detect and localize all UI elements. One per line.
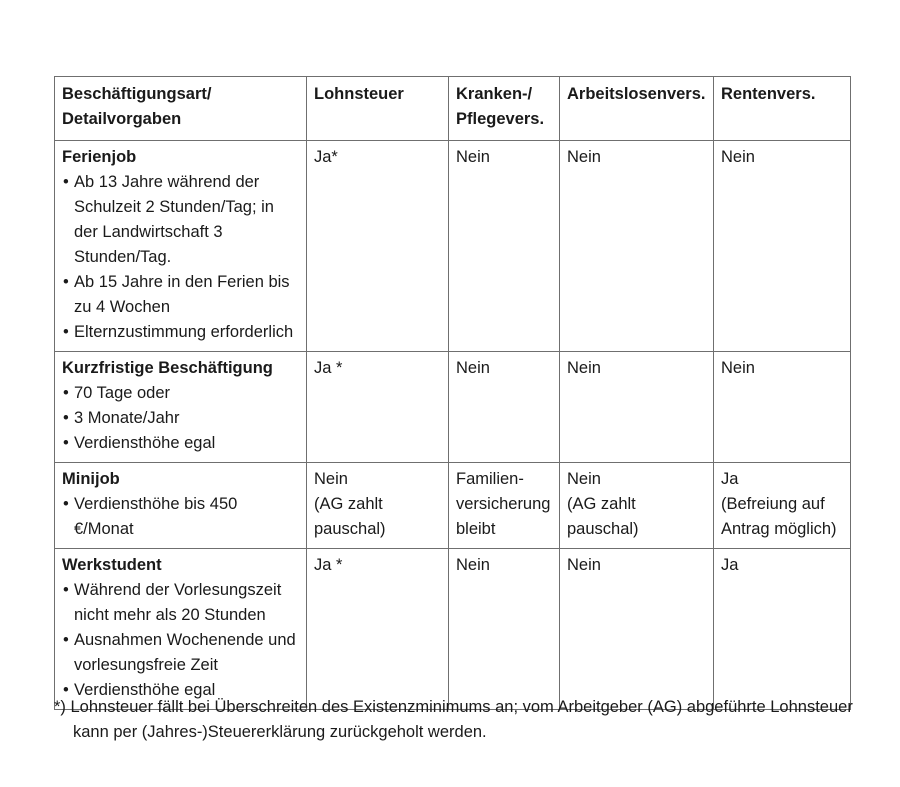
cell-line: Nein [721,359,755,377]
cell-line: Antrag möglich) [721,520,837,538]
cell-line: Nein [314,470,348,488]
cell-unemployment-insurance [560,463,714,549]
header-line: Arbeitslosenvers. [567,85,706,103]
cell-line: Nein [567,148,601,166]
header-income-tax [307,77,449,141]
header-health-care-insurance [449,77,560,141]
cell-income-tax [307,352,449,463]
cell-pension-insurance [714,352,851,463]
cell-health-care-insurance [449,463,560,549]
header-line: Detailvorgaben [62,110,182,128]
cell-income-tax [307,141,449,352]
cell-line: Nein [456,148,490,166]
cell-line: bleibt [456,520,496,538]
cell-line: (AG zahlt [314,495,383,513]
cell-income-tax [307,549,449,710]
cell-unemployment-insurance [560,141,714,352]
table-row-werkstudent [55,549,851,710]
detail-list [62,492,300,542]
cell-line: pauschal) [314,520,386,538]
detail-item: • Verdiensthöhe egal [62,678,300,703]
cell-line: Nein [456,359,490,377]
row-description [55,549,307,710]
detail-item: • Verdiensthöhe bis 450 €/Monat [62,492,300,542]
cell-line: (AG zahlt pauschal) [567,495,639,538]
row-description [55,463,307,549]
cell-pension-insurance [714,141,851,352]
cell-line: Nein [721,148,755,166]
cell-pension-insurance [714,549,851,710]
row-title: Minijob [62,470,120,488]
header-employment-type [55,77,307,141]
cell-health-care-insurance [449,549,560,710]
cell-line: Nein [567,470,601,488]
row-title: Werkstudent [62,556,162,574]
detail-item: • Verdiensthöhe egal [62,431,300,456]
table-row-minijob [55,463,851,549]
header-line: Beschäftigungsart/ [62,85,212,103]
header-unemployment-insurance [560,77,714,141]
row-title: Ferienjob [62,148,137,166]
header-pension-insurance [714,77,851,141]
cell-line: versicherung [456,495,551,513]
detail-item: • Ausnahmen Wochenende und vorlesungsfreie Zeit [62,628,300,678]
employment-table [54,76,851,710]
cell-health-care-insurance [449,352,560,463]
cell-line: Ja* [314,148,338,166]
row-description [55,352,307,463]
cell-unemployment-insurance [560,352,714,463]
detail-item: • Ab 15 Jahre in den Ferien bis zu 4 Wochen [62,270,300,320]
detail-list [62,381,300,456]
cell-line: Nein [567,556,601,574]
cell-line: Ja [721,556,739,574]
cell-line: Familien- [456,470,524,488]
footnote: *) Lohnsteuer fällt bei Überschreiten des Existenzminimums an; vom Arbeitgeber (AG) abgeführte Lohnsteuer kann per (Jahres-)Steuererklärung zurückgeholt werden. [54,697,853,741]
cell-line: (Befreiung auf [721,495,825,513]
cell-line: Nein [456,556,490,574]
cell-pension-insurance [714,463,851,549]
table-row-kurzfristige-beschaeftigung [55,352,851,463]
table-row-ferienjob [55,141,851,352]
header-line: Lohnsteuer [314,85,404,103]
cell-line: Ja [721,470,739,488]
detail-item: • Elternzustimmung erforderlich [62,320,300,345]
row-title: Kurzfristige Beschäftigung [62,359,273,377]
header-line: Rentenvers. [721,85,816,103]
detail-list [62,170,300,345]
detail-item: • 70 Tage oder [62,381,300,406]
cell-line: Nein [567,359,601,377]
cell-unemployment-insurance [560,549,714,710]
header-row [55,77,851,141]
detail-list [62,578,300,703]
row-description [55,141,307,352]
cell-health-care-insurance [449,141,560,352]
cell-line: Ja * [314,359,343,377]
header-line: Pflegevers. [456,110,545,128]
detail-item: • 3 Monate/Jahr [62,406,300,431]
detail-item: • Während der Vorlesungszeit nicht mehr als 20 Stunden [62,578,300,628]
cell-income-tax [307,463,449,549]
detail-item: • Ab 13 Jahre während der Schulzeit 2 Stunden/Tag; in der Landwirtschaft 3 Stunden/Tag. [62,170,300,270]
document [54,76,850,710]
header-line: Kranken-/ [456,85,533,103]
cell-line: Ja * [314,556,343,574]
